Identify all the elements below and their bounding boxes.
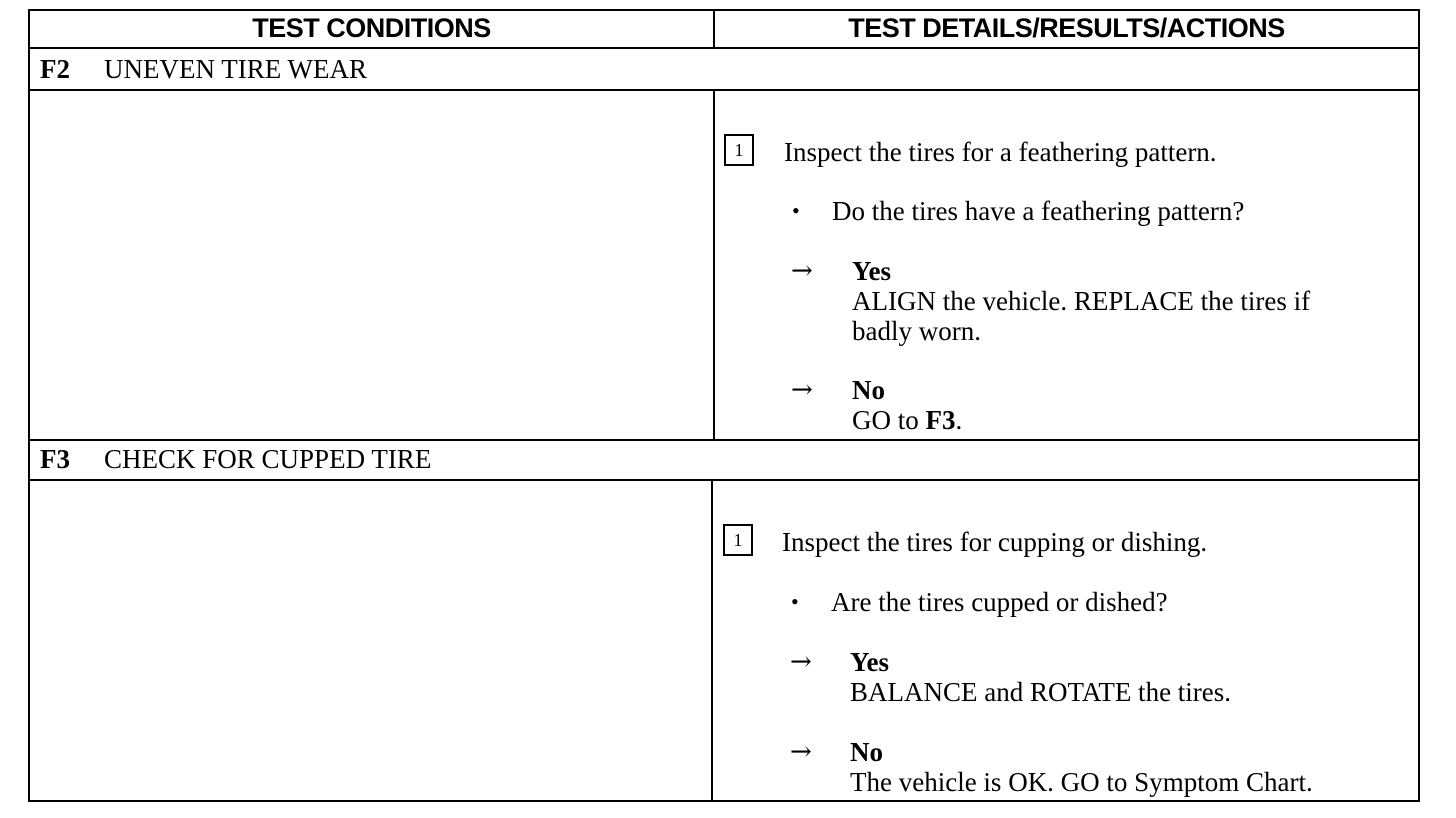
section-f3-title (40, 443, 431, 475)
step-question: Are the tires cupped or dished? (831, 587, 1168, 617)
answer-no-action (852, 405, 962, 435)
section-id: F2 (40, 54, 70, 84)
answer-yes (850, 647, 1231, 707)
step-instruction: Inspect the tires for a feathering pattern. (784, 137, 1217, 167)
answer-yes (852, 256, 1310, 346)
section-f2-title (40, 53, 367, 85)
section-id: F3 (40, 444, 70, 474)
arrow-right-icon: → (791, 375, 813, 405)
answer-no-reference: F3 (925, 405, 956, 435)
answer-yes-label: Yes (850, 647, 889, 677)
arrow-right-icon: → (791, 256, 813, 286)
answer-yes-action-line1: ALIGN the vehicle. REPLACE the tires if (852, 286, 1311, 316)
answer-no-suffix: . (955, 405, 963, 435)
answer-yes-action-line2: badly worn. (852, 316, 981, 346)
step-number-box: 1 (724, 134, 754, 166)
answer-yes-action: BALANCE and ROTATE the tires. (850, 677, 1232, 707)
header-test-conditions: TEST CONDITIONS (252, 13, 491, 43)
header-test-details: TEST DETAILS/RESULTS/ACTIONS (848, 13, 1285, 43)
answer-no (852, 375, 962, 435)
answer-no-label: No (850, 737, 883, 767)
arrow-right-icon: → (790, 647, 812, 677)
header-bottom-border (28, 47, 1420, 49)
table-left-border (28, 9, 30, 802)
bullet-icon: • (791, 589, 799, 614)
section-title-text: UNEVEN TIRE WEAR (104, 54, 367, 84)
answer-no-prefix: GO to (852, 405, 926, 435)
f2-title-bottom-border (28, 89, 1420, 91)
answer-yes-label: Yes (852, 256, 891, 286)
step-number-box: 1 (723, 524, 753, 556)
table-right-border (1418, 9, 1420, 802)
step-question: Do the tires have a feathering pattern? (832, 196, 1245, 226)
step-instruction: Inspect the tires for cupping or dishing. (782, 527, 1208, 557)
f3-title-bottom-border (28, 479, 1420, 481)
bullet-icon: • (792, 198, 800, 223)
table-bottom-border (28, 800, 1420, 802)
answer-no (850, 737, 1313, 797)
f3-title-top-border (28, 439, 1420, 441)
section-title-text: CHECK FOR CUPPED TIRE (104, 444, 432, 474)
answer-no-label: No (852, 375, 885, 405)
arrow-right-icon: → (790, 737, 812, 767)
f3-column-divider (711, 479, 713, 802)
answer-no-action: The vehicle is OK. GO to Symptom Chart. (850, 767, 1313, 797)
f2-column-divider (713, 89, 715, 441)
